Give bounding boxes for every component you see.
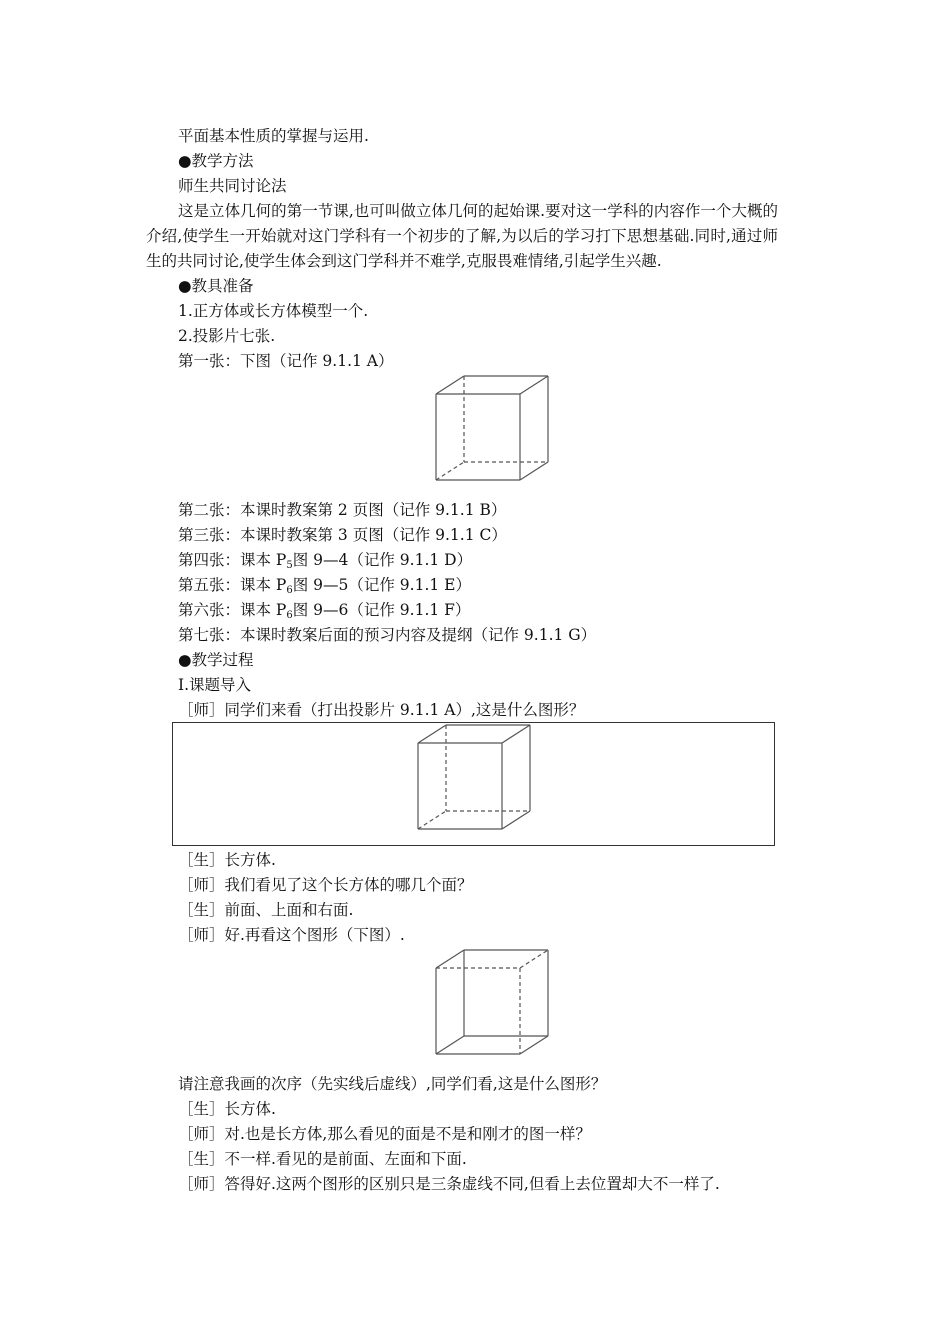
text-segment: 第六张：课本 P (178, 601, 287, 619)
dialogue-line: ［师］对.也是长方体,那么看见的面是不是和刚才的图一样？ (178, 1125, 591, 1143)
text-line: 师生共同讨论法 (178, 177, 287, 195)
cube-figure-1 (432, 374, 552, 484)
cube-edge (418, 725, 446, 743)
subscript: 5 (286, 560, 293, 571)
subscript: 6 (286, 585, 293, 596)
text-segment: 图 9—6（记作 9.1.1 F） (292, 601, 471, 619)
text-line: 请注意我画的次序（先实线后虚线）,同学们看,这是什么图形？ (178, 1075, 607, 1093)
text-line: 第三张：本课时教案第 3 页图（记作 9.1.1 C） (178, 526, 507, 544)
text-segment: 第四张：课本 P (178, 551, 287, 569)
dialogue-line: ［师］同学们来看（打出投影片 9.1.1 A）,这是什么图形？ (178, 701, 585, 719)
dialogue-line: ［生］前面、上面和右面. (178, 901, 354, 919)
cube-edge (436, 950, 464, 968)
cube-edge (502, 811, 530, 829)
subscript: 6 (286, 610, 293, 621)
section-heading-method: ●教学方法 (178, 152, 254, 170)
dialogue-line: ［师］我们看见了这个长方体的哪几个面？ (178, 876, 473, 894)
text-line: 第一张：下图（记作 9.1.1 A） (178, 352, 394, 370)
text-line: 平面基本性质的掌握与运用. (178, 127, 369, 145)
section-heading-tools: ●教具准备 (178, 277, 254, 295)
text-line: 第七张：本课时教案后面的预习内容及提纲（记作 9.1.1 G） (178, 626, 597, 644)
text-line: 2.投影片七张. (178, 327, 276, 345)
cube-edge (520, 376, 548, 394)
cube-hidden-edge (436, 462, 464, 480)
cube-edge (520, 1036, 548, 1054)
cube-edge (436, 1036, 464, 1054)
cube-edge (520, 462, 548, 480)
text-line (178, 600, 470, 626)
text-segment: 图 9—5（记作 9.1.1 E） (292, 576, 471, 594)
dialogue-line: ［师］好.再看这个图形（下图）. (178, 926, 405, 944)
cube-hidden-edge (520, 950, 548, 968)
cube-edge (436, 376, 464, 394)
text-segment: 第五张：课本 P (178, 576, 287, 594)
dialogue-line: ［生］长方体. (178, 1100, 276, 1118)
intro-paragraph: 这是立体几何的第一节课,也可叫做立体几何的起始课.要对这一学科的内容作一个大概的介绍,使学生一开始就对这门学科有一个初步的了解,为以后的学习打下思想基础.同时,通过师生的共同讨论,使学生体会到这门学科并不难学,克服畏难情绪,引起学生兴趣. (146, 202, 778, 270)
subsection-heading: Ⅰ.课题导入 (178, 676, 252, 694)
section-heading-process: ●教学过程 (178, 651, 254, 669)
text-line (178, 575, 471, 601)
framed-figure (172, 722, 775, 846)
text-line: 第二张：本课时教案第 2 页图（记作 9.1.1 B） (178, 501, 507, 519)
cube-hidden-edge (418, 811, 446, 829)
text-line: 1.正方体或长方体模型一个. (178, 302, 369, 320)
cube-figure-3 (432, 948, 552, 1058)
text-line (178, 550, 472, 576)
text-segment: 图 9—4（记作 9.1.1 D） (292, 551, 473, 569)
dialogue-line: ［师］答得好.这两个图形的区别只是三条虚线不同,但看上去位置却大不一样了. (178, 1175, 720, 1193)
dialogue-line: ［生］长方体. (178, 851, 276, 869)
cube-edge (502, 725, 530, 743)
dialogue-line: ［生］不一样.看见的是前面、左面和下面. (178, 1150, 467, 1168)
cube-figure-2 (414, 723, 534, 833)
